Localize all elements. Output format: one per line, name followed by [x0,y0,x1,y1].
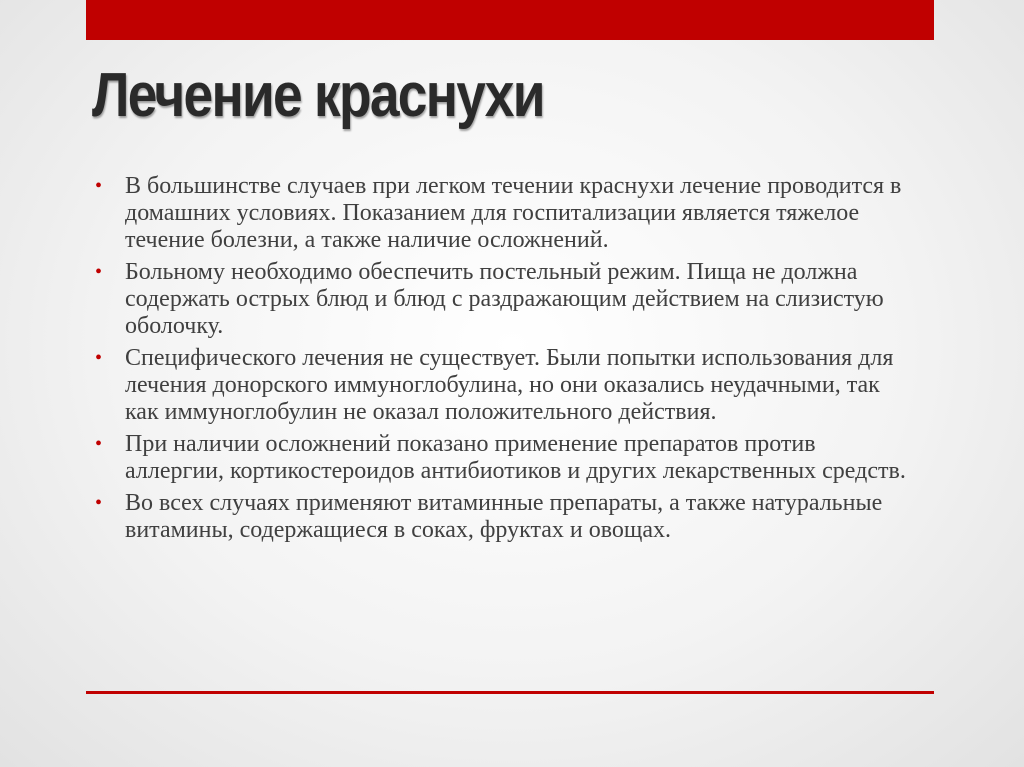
bullet-text: Специфического лечения не существует. Были попытки использования для лечения донорского иммуноглобулина, но они оказались неудачными, так как иммуноглобулин не оказал положительного действия. [125,345,894,425]
bullet-item-5 [92,490,912,544]
bullet-text: Больному необходимо обеспечить постельный режим. Пища не должна содержать острых блюд и блюд с раздражающим действием на слизистую оболочку. [125,259,884,339]
bullet-marker: • [95,261,103,283]
slide-title: Лечение краснухи [92,61,544,130]
bullet-text: В большинстве случаев при легком течении краснухи лечение проводится в домашних условиях. Показанием для госпитализации является тяжелое течение болезни, а также наличие осложнений. [125,173,902,253]
top-accent-bar [86,0,934,40]
bullet-marker: • [95,175,103,197]
bullet-text: При наличии осложнений показано применение препаратов против аллергии, кортикостероидов антибиотиков и других лекарственных средств. [125,431,906,484]
bullet-list [92,173,912,549]
bullet-item-2 [92,259,912,340]
bullet-text: Во всех случаях применяют витаминные препараты, а также натуральные витамины, содержащиеся в соках, фруктах и овощах. [125,490,883,543]
bullet-marker: • [95,492,103,514]
bullet-marker: • [95,433,103,455]
bullet-item-4 [92,431,912,485]
bullet-item-3 [92,345,912,426]
bottom-divider [86,691,934,694]
bullet-item-1 [92,173,912,254]
bullet-marker: • [95,347,103,369]
